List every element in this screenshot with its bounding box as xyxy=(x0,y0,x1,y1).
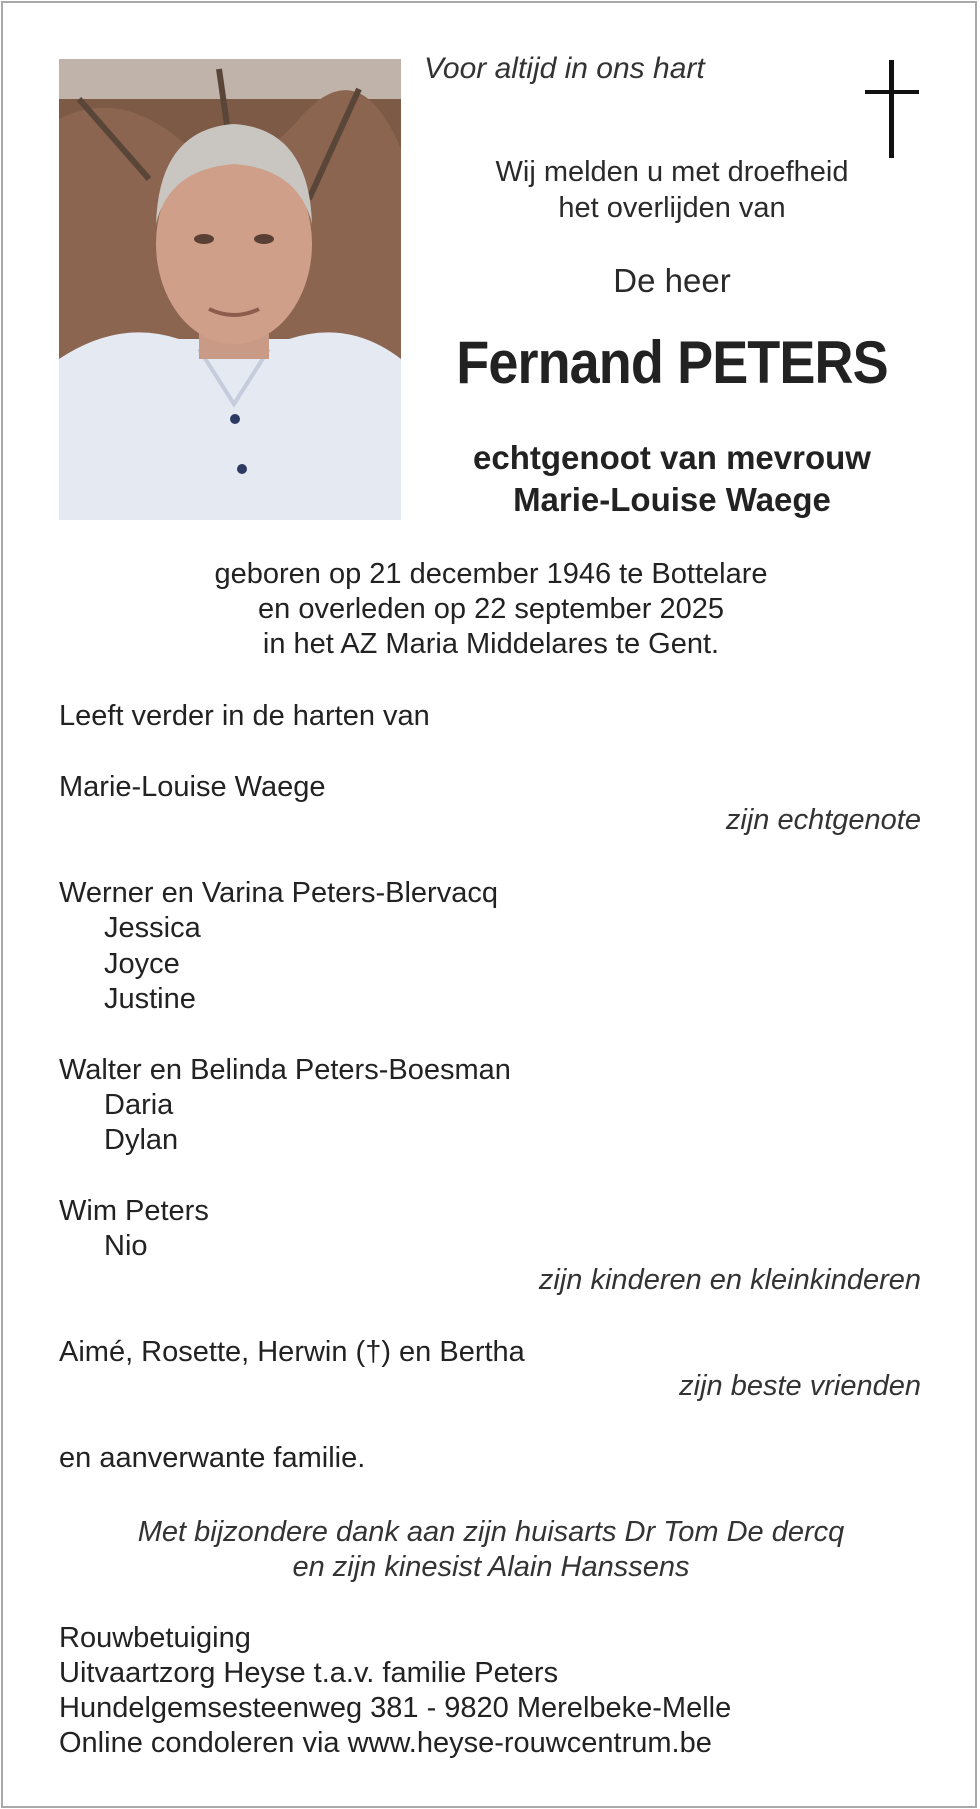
born-line: geboren op 21 december 1946 te Bottelare xyxy=(214,558,768,590)
family-parents: Werner en Varina Peters-Blervacq xyxy=(59,877,498,909)
mourners-intro: Leeft verder in de harten van xyxy=(59,700,430,732)
spouse-name: Marie-Louise Waege xyxy=(59,771,326,803)
contact-block xyxy=(59,1621,731,1761)
spouse-line: echtgenoot van mevrouw xyxy=(473,439,871,476)
contact-line: Uitvaartzorg Heyse t.a.v. familie Peters xyxy=(59,1657,559,1689)
grandchild: Nio xyxy=(104,1230,148,1262)
announcement-line: Wij melden u met droefheid xyxy=(495,156,849,188)
family-parents: Wim Peters xyxy=(59,1195,209,1227)
family-parents: Walter en Belinda Peters-Boesman xyxy=(59,1054,511,1086)
announcement xyxy=(418,154,926,226)
born-line: in het AZ Maria Middelares te Gent. xyxy=(262,628,720,660)
honorific: De heer xyxy=(613,262,731,299)
grandchild: Daria xyxy=(104,1089,174,1121)
thanks-note xyxy=(59,1515,923,1585)
spouse-relation xyxy=(418,437,926,521)
children-role: zijn kinderen en kleinkinderen xyxy=(538,1264,921,1296)
grandchild: Jessica xyxy=(104,912,201,944)
contact-address: Hundelgemsesteenweg 381 - 9820 Merelbeke-Melle xyxy=(59,1692,732,1724)
grandchild: Joyce xyxy=(104,948,180,980)
extended-family: en aanverwante familie. xyxy=(59,1442,366,1474)
announcement-line: het overlijden van xyxy=(558,192,786,224)
thanks-line: Met bijzondere dank aan zijn huisarts Dr Tom De dercq xyxy=(137,1516,845,1548)
portrait-photo xyxy=(59,59,401,520)
thanks-line: en zijn kinesist Alain Hanssens xyxy=(292,1551,690,1583)
contact-website[interactable]: Online condoleren via www.heyse-rouwcentrum.be xyxy=(59,1727,712,1759)
contact-heading: Rouwbetuiging xyxy=(59,1622,251,1654)
deceased-name: Fernand PETERS xyxy=(456,329,888,396)
spouse-role: zijn echtgenote xyxy=(725,804,921,836)
friends-role: zijn beste vrienden xyxy=(679,1370,921,1402)
grandchild: Dylan xyxy=(104,1124,179,1156)
cross-icon xyxy=(862,60,922,158)
motto: Voor altijd in ons hart xyxy=(424,52,705,85)
spouse-line: Marie-Louise Waege xyxy=(513,481,831,518)
born-line: en overleden op 22 september 2025 xyxy=(258,593,724,625)
grandchild: Justine xyxy=(104,983,196,1015)
friends: Aimé, Rosette, Herwin (†) en Bertha xyxy=(59,1336,525,1368)
birth-death-info xyxy=(59,557,923,662)
